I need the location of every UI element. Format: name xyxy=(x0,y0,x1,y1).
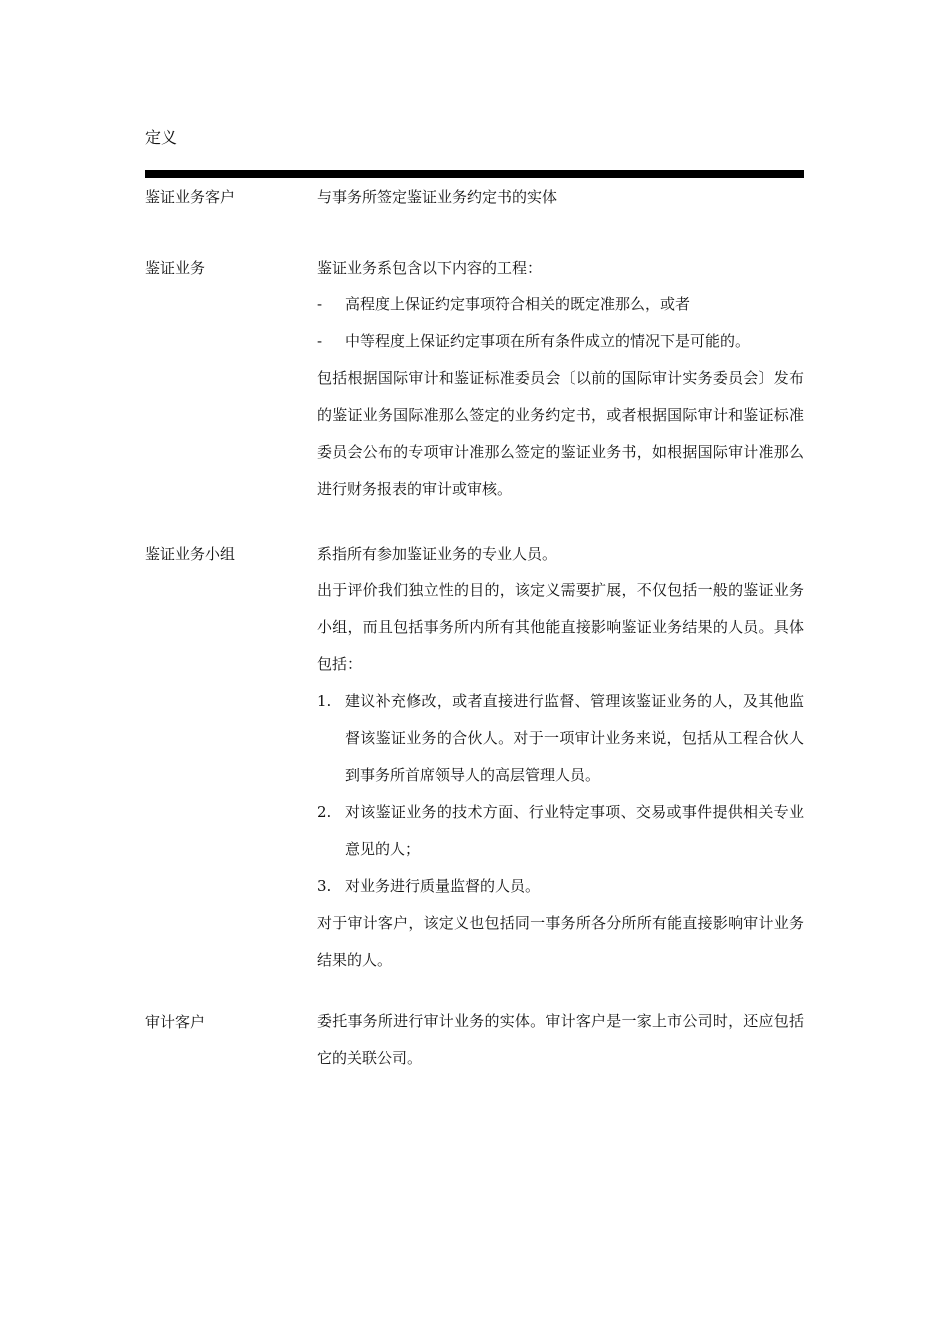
list-number: 3. xyxy=(317,877,332,895)
list-number: 2. xyxy=(317,803,332,821)
list-item xyxy=(317,323,804,360)
list-number: 1. xyxy=(317,692,332,710)
list-item-text: 建议补充修改，或者直接进行监督、管理该鉴证业务的人，及其他监督该鉴证业务的合伙人。对于一项审计业务来说，包括从工程合伙人到事务所首席领导人的高层管理人员。 xyxy=(345,692,804,784)
definition-assurance-engagement xyxy=(317,256,804,508)
list-item-text: 对业务进行质量监督的人员。 xyxy=(345,877,541,895)
definition-paragraph: 包括根据国际审计和鉴证标准委员会〔以前的国际审计实务委员会〕发布的鉴证业务国际准那么签定的业务约定书，或者根据国际审计和鉴证标准委员会公布的专项审计准那么签定的鉴证业务书，如根据国际审计准那么进行财务报表的审计或审核。 xyxy=(317,369,804,498)
dash-marker: - xyxy=(317,295,323,313)
page-title: 定义 xyxy=(145,128,178,147)
list-item xyxy=(317,794,804,868)
definition-paragraph: 对于审计客户，该定义也包括同一事务所各分所所有能直接影响审计业务结果的人。 xyxy=(317,914,804,969)
list-item-text: 高程度上保证约定事项符合相关的既定准那么，或者 xyxy=(345,295,691,313)
definition-audit-client xyxy=(317,1003,804,1077)
term-assurance-team: 鉴证业务小组 xyxy=(145,545,236,563)
definition-paragraph: 委托事务所进行审计业务的实体。审计客户是一家上市公司时，还应包括它的关联公司。 xyxy=(317,1012,804,1067)
heading-rule xyxy=(145,170,804,178)
term-assurance-engagement: 鉴证业务 xyxy=(145,259,206,277)
definition-assurance-client xyxy=(317,185,804,209)
definition-text: 鉴证业务系包含以下内容的工程： xyxy=(317,259,543,277)
list-item xyxy=(317,286,804,323)
definition-paragraph: 出于评价我们独立性的目的，该定义需要扩展，不仅包括一般的鉴证业务小组，而且包括事务所内所有其他能直接影响鉴证业务结果的人员。具体包括： xyxy=(317,581,804,673)
definition-assurance-team xyxy=(317,542,804,979)
definition-text: 与事务所签定鉴证业务约定书的实体 xyxy=(317,188,558,206)
dash-marker: - xyxy=(317,332,323,350)
list-item-text: 对该鉴证业务的技术方面、行业特定事项、交易或事件提供相关专业意见的人； xyxy=(345,803,804,858)
list-item-text: 中等程度上保证约定事项在所有条件成立的情况下是可能的。 xyxy=(345,332,751,350)
list-item xyxy=(317,868,804,905)
term-audit-client: 审计客户 xyxy=(145,1013,206,1031)
list-item xyxy=(317,683,804,794)
term-assurance-client: 鉴证业务客户 xyxy=(145,188,236,206)
definition-text: 系指所有参加鉴证业务的专业人员。 xyxy=(317,545,558,563)
